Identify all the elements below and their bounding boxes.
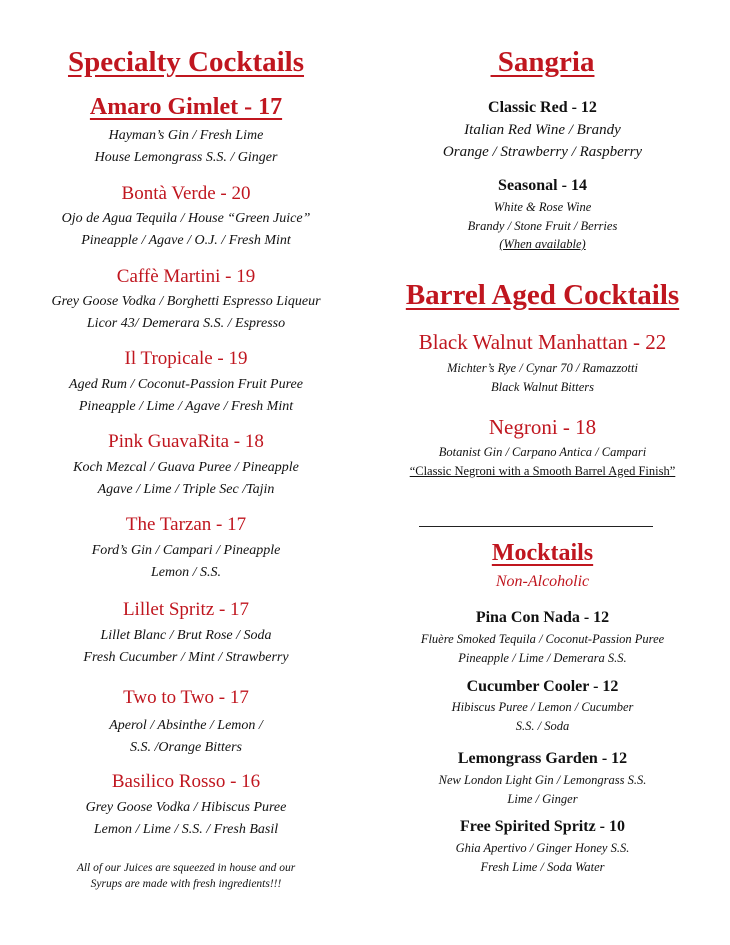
ingredient-line: Black Walnut Bitters — [491, 379, 594, 394]
ingredient-line: Hayman’s Gin / Fresh Lime — [108, 128, 264, 143]
mocktail-ingredients — [355, 630, 730, 667]
ingredient-line: New London Light Gin / Lemongrass S.S. — [438, 773, 647, 787]
cocktail-ingredients — [0, 457, 372, 500]
cocktail-ingredients — [0, 208, 372, 251]
cocktail-name: Il Tropicale - 19 — [124, 348, 248, 369]
barrel-ingredients — [355, 443, 730, 480]
ingredient-line: Fluère Smoked Tequila / Coconut-Passion Puree — [420, 632, 665, 646]
ingredient-line: Lemon / Lime / S.S. / Fresh Basil — [93, 821, 279, 837]
ingredient-line: Koch Mezcal / Guava Puree / Pineapple — [73, 460, 299, 475]
cocktail-ingredients — [0, 797, 372, 840]
barrel-cocktail-name: Negroni - 18 — [488, 415, 597, 439]
mocktail-name: Cucumber Cooler - 12 — [466, 678, 619, 695]
mocktail-name: Pina Con Nada - 12 — [475, 609, 610, 626]
cocktail-ingredients — [0, 291, 372, 334]
ingredient-line: Grey Goose Vodka / Hibiscus Puree — [85, 800, 287, 815]
mocktail-name: Free Spirited Spritz - 10 — [459, 818, 625, 835]
ingredient-line: Lemon / S.S. — [151, 564, 221, 580]
sangria-heading: Sangria — [490, 46, 595, 78]
ingredient-line: Ojo de Agua Tequila / House “Green Juice” — [61, 211, 311, 226]
cocktail-name: Basilico Rosso - 16 — [111, 771, 261, 792]
barrel-aged-heading: Barrel Aged Cocktails — [405, 279, 680, 311]
cocktail-ingredients — [0, 715, 372, 758]
ingredient-line: Ghia Apertivo / Ginger Honey S.S. — [455, 841, 630, 855]
ingredient-line: S.S. / Soda — [515, 718, 570, 733]
ingredient-line: Fresh Lime / Soda Water — [480, 859, 605, 874]
ingredient-line: Agave / Lime / Triple Sec /Tajin — [97, 481, 275, 497]
ingredient-line: Pineapple / Lime / Agave / Fresh Mint — [78, 398, 294, 414]
note-line: Syrups are made with fresh ingredients!!! — [90, 878, 282, 890]
cocktail-ingredients — [0, 374, 372, 417]
sangria-ingredients — [355, 119, 730, 163]
ingredient-line: Ford’s Gin / Campari / Pineapple — [91, 543, 281, 558]
ingredient-line: Pineapple / Agave / O.J. / Fresh Mint — [81, 232, 291, 248]
cocktail-name: The Tarzan - 17 — [125, 514, 247, 535]
mocktails-heading: Mocktails — [491, 540, 594, 566]
ingredient-line: Brandy / Stone Fruit / Berries — [467, 218, 618, 233]
cocktail-name: Lillet Spritz - 17 — [122, 599, 250, 620]
cocktail-name: Bontà Verde - 20 — [121, 183, 251, 204]
sangria-ingredients — [355, 198, 730, 254]
ingredient-line: Lime / Ginger — [507, 791, 578, 806]
ingredient-line: Licor 43/ Demerara S.S. / Espresso — [86, 315, 286, 331]
cocktail-ingredients — [0, 625, 372, 668]
ingredient-line: Fresh Cucumber / Mint / Strawberry — [83, 649, 289, 665]
ingredient-line: Grey Goose Vodka / Borghetti Espresso Liqueur — [51, 294, 321, 309]
barrel-finish-note: “Classic Negroni with a Smooth Barrel Aged Finish” — [409, 463, 676, 478]
juices-note — [0, 860, 372, 892]
ingredient-line: Hibiscus Puree / Lemon / Cucumber — [451, 700, 634, 714]
section-divider — [419, 526, 653, 527]
note-line: All of our Juices are squeezed in house and our — [76, 862, 296, 874]
ingredient-line: White & Rose Wine — [493, 200, 592, 214]
ingredient-line: Orange / Strawberry / Raspberry — [442, 144, 643, 160]
barrel-cocktail-name: Black Walnut Manhattan - 22 — [418, 330, 667, 354]
cocktail-name: Pink GuavaRita - 18 — [108, 431, 264, 452]
ingredient-line: Aged Rum / Coconut-Passion Fruit Puree — [69, 377, 303, 392]
mocktail-ingredients — [355, 839, 730, 876]
sangria-name: Classic Red - 12 — [488, 99, 597, 116]
cocktail-ingredients — [0, 125, 372, 168]
ingredient-line: Lillet Blanc / Brut Rose / Soda — [100, 628, 272, 643]
sangria-name: Seasonal - 14 — [498, 177, 587, 194]
ingredient-line: Italian Red Wine / Brandy — [464, 122, 621, 138]
availability-note: (When available) — [499, 237, 586, 251]
mocktail-ingredients — [355, 771, 730, 808]
cocktail-name: Two to Two - 17 — [123, 687, 249, 708]
ingredient-line: S.S. /Orange Bitters — [130, 739, 242, 755]
mocktail-name: Lemongrass Garden - 12 — [457, 750, 628, 767]
mocktails-subtitle: Non-Alcoholic — [495, 573, 590, 590]
ingredient-line: Botanist Gin / Carpano Antica / Campari — [438, 445, 647, 459]
specialty-cocktails-heading: Specialty Cocktails — [67, 46, 305, 78]
ingredient-line: House Lemongrass S.S. / Ginger — [94, 149, 278, 165]
ingredient-line: Aperol / Absinthe / Lemon / — [109, 718, 263, 733]
mocktail-ingredients — [355, 698, 730, 735]
ingredient-line: Pineapple / Lime / Demerara S.S. — [458, 650, 627, 665]
cocktail-name: Caffè Martini - 19 — [116, 266, 256, 287]
barrel-ingredients — [355, 359, 730, 396]
cocktail-name: Amaro Gimlet - 17 — [89, 94, 283, 120]
cocktail-ingredients — [0, 540, 372, 583]
ingredient-line: Michter’s Rye / Cynar 70 / Ramazzotti — [447, 361, 638, 375]
